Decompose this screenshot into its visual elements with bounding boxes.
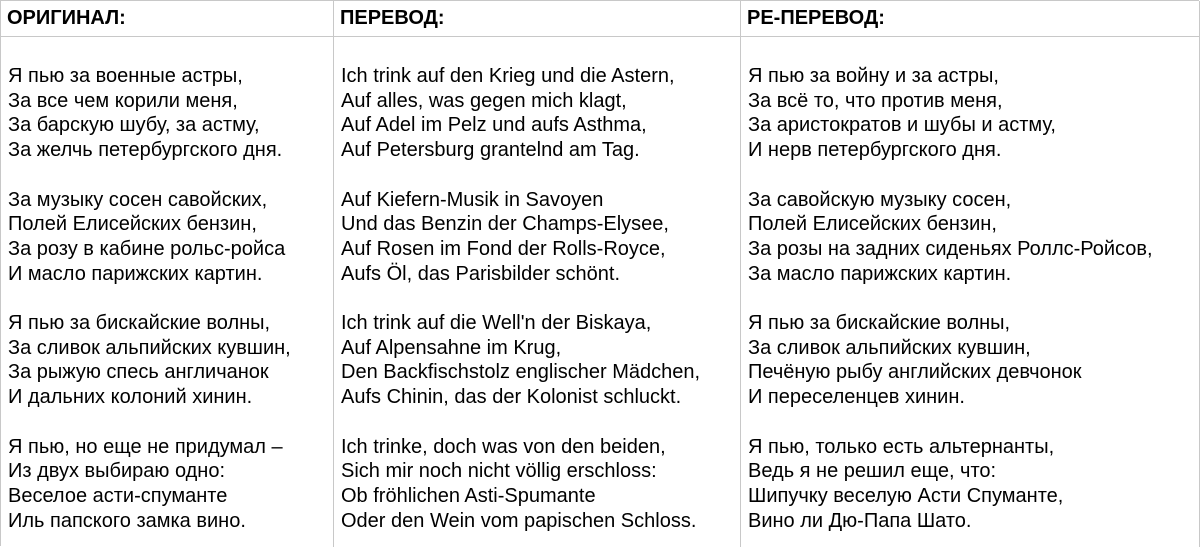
poem-line: Полей Елисейских бензин,: [748, 213, 997, 236]
poem-line: Шипучку веселую Асти Спуманте,: [748, 484, 1064, 507]
poem-line: Я пью за бискайские волны,: [8, 312, 271, 334]
stanza: [341, 311, 740, 410]
poem-line: За сливок альпийских кувшин,: [748, 336, 1031, 359]
poem-line: Aufs Öl, das Parisbilder schönt.: [341, 262, 621, 285]
stanza: [748, 188, 1199, 287]
stanza: [341, 64, 740, 163]
poem-line: За все чем корили меня,: [8, 89, 238, 112]
column-header-translation: ПЕРЕВОД:: [334, 1, 740, 37]
poem-line: За сливок альпийских кувшин,: [8, 336, 291, 359]
column-header-original: ОРИГИНАЛ:: [1, 1, 333, 37]
poem-line: Вино ли Дю-Папа Шато.: [748, 509, 972, 532]
poem-line: Ich trinke, doch was von den beiden,: [341, 435, 666, 458]
stanza: [8, 64, 333, 163]
poem-line: Я пью за военные астры,: [8, 65, 243, 87]
poem-line: Auf Petersburg grantelnd am Tag.: [341, 139, 640, 162]
poem-line: Иль папского замка вино.: [8, 509, 246, 532]
poem-line: Печёную рыбу английских девчонок: [748, 361, 1082, 384]
poem-line: Ведь я не решил еще, что:: [748, 460, 997, 483]
poem-line: Auf Alpensahne im Krug,: [341, 336, 562, 359]
stanza: [8, 435, 333, 534]
poem-line: Auf Adel im Pelz und aufs Asthma,: [341, 114, 647, 137]
stanza: [341, 435, 740, 534]
poem-line: За рыжую спесь англичанок: [8, 361, 269, 384]
poem-line: Веселое асти-спуманте: [8, 484, 228, 507]
stanza: [341, 188, 740, 287]
column-retranslation: [741, 1, 1200, 547]
poem-line: За розу в кабине рольс-ройса: [8, 237, 286, 260]
poem-line: За аристократов и шубы и астму,: [748, 114, 1056, 137]
poem-line: За розы на задних сиденьях Роллс-Ройсов,: [748, 237, 1153, 260]
column-body-original: [1, 37, 333, 533]
poem-line: Auf alles, was gegen mich klagt,: [341, 89, 627, 112]
poem-line: За желчь петербургского дня.: [8, 139, 283, 162]
poem-line: И нерв петербургского дня.: [748, 139, 1002, 162]
stanza: [748, 311, 1199, 410]
poem-line: Я пью за бискайские волны,: [748, 312, 1011, 334]
poem-line: За савойскую музыку сосен,: [748, 188, 1012, 211]
poem-line: Ob fröhlichen Asti-Spumante: [341, 484, 596, 507]
poem-line: И дальних колоний хинин.: [8, 386, 253, 409]
stanza: [8, 311, 333, 410]
poem-line: И масло парижских картин.: [8, 262, 263, 285]
poem-line: За музыку сосен савойских,: [8, 188, 268, 211]
poem-line: Sich mir noch nicht völlig erschloss:: [341, 460, 657, 483]
column-translation: [334, 1, 741, 547]
poem-line: Und das Benzin der Champs-Elysee,: [341, 213, 669, 236]
poem-line: Ich trink auf die Well'n der Biskaya,: [341, 312, 652, 334]
column-header-retranslation: РЕ-ПЕРЕВОД:: [741, 1, 1199, 37]
poem-line: Из двух выбираю одно:: [8, 460, 226, 483]
poem-line: И переселенцев хинин.: [748, 386, 965, 409]
poem-line: Я пью за войну и за астры,: [748, 65, 999, 87]
column-original: [1, 1, 334, 547]
poem-line: За масло парижских картин.: [748, 262, 1012, 285]
poem-line: Auf Rosen im Fond der Rolls-Royce,: [341, 237, 666, 260]
poem-line: Ich trink auf den Krieg und die Astern,: [341, 65, 675, 87]
poem-line: Я пью, только есть альтернанты,: [748, 435, 1055, 458]
poem-line: Auf Kiefern-Musik in Savoyen: [341, 188, 604, 211]
stanza: [748, 64, 1199, 163]
stanza: [748, 435, 1199, 534]
poem-line: Полей Елисейских бензин,: [8, 213, 257, 236]
column-body-translation: [334, 37, 740, 533]
poem-line: За барскую шубу, за астму,: [8, 114, 260, 137]
stanza: [8, 188, 333, 287]
poem-line: Aufs Chinin, das der Kolonist schluckt.: [341, 386, 682, 409]
poem-line: Oder den Wein vom papischen Schloss.: [341, 509, 697, 532]
column-body-retranslation: [741, 37, 1199, 533]
poem-line: Я пью, но еще не придумал –: [8, 435, 283, 458]
poem-line: За всё то, что против меня,: [748, 89, 1003, 112]
poem-line: Den Backfischstolz englischer Mädchen,: [341, 361, 701, 384]
